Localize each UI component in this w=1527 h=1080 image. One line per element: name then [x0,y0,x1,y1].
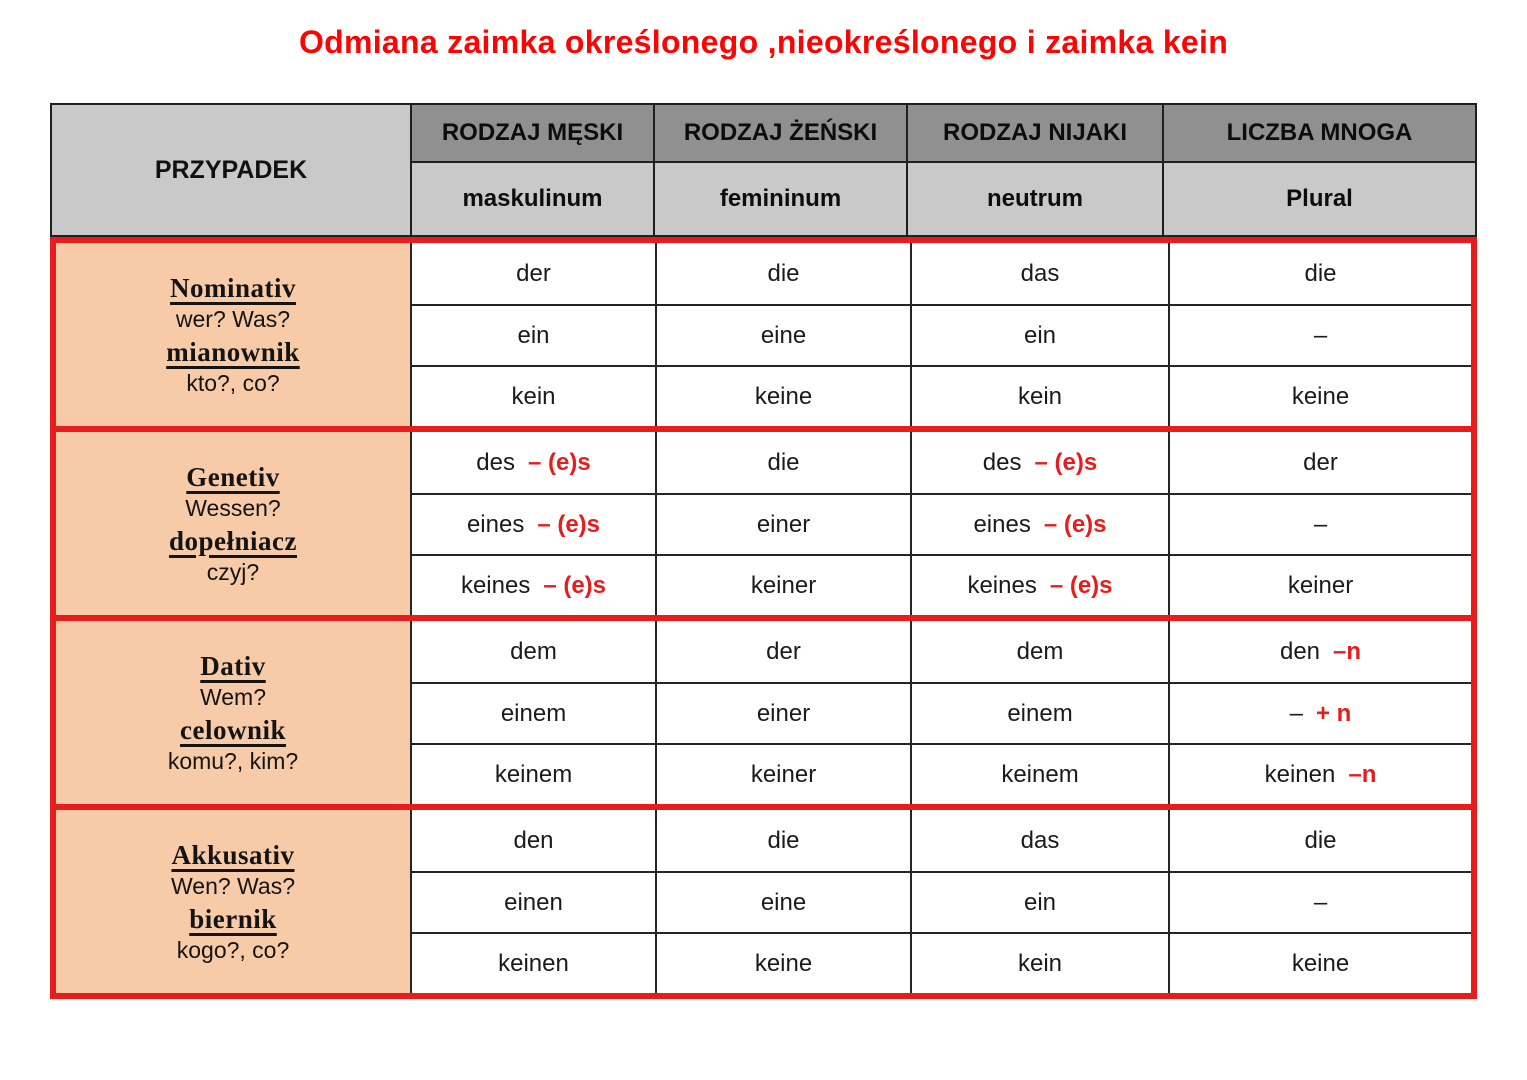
case-cell-akkusativ [56,810,410,993]
case-name-pl: biernik [189,903,277,934]
table-cell: keine [1168,365,1471,426]
group-genetiv [56,432,1471,621]
table-cell: der [1168,432,1471,493]
case-name-de: Genetiv [186,461,280,492]
ending-annotation: – (e)s [528,448,591,476]
table-cell: kein [410,365,655,426]
table-cell: keines – (e)s [410,554,655,615]
header-rodzaj-meski: RODZAJ MĘSKI [412,105,653,163]
case-question-de: wer? Was? [175,306,291,333]
case-cell-nominativ [56,243,410,426]
table-header [50,103,1477,237]
case-question-pl: komu?, kim? [167,748,299,775]
table-cell: keiner [655,554,910,615]
case-question-de: Wem? [199,684,267,711]
table-cell: dem [410,621,655,682]
case-name-de: Akkusativ [171,839,295,870]
table-cell: keiner [1168,554,1471,615]
group-akkusativ [56,810,1471,993]
header-plural: Plural [1164,163,1475,235]
header-rodzaj-nijaki: RODZAJ NIJAKI [908,105,1162,163]
ending-annotation: – (e)s [1034,448,1098,476]
ending-annotation: – (e)s [543,571,607,599]
table-cell: die [655,810,910,871]
table-cell: die [1168,243,1471,304]
group-dativ [56,621,1471,810]
table-cell: das [910,243,1168,304]
header-case-column: PRZYPADEK [52,105,410,235]
table-body [50,237,1477,999]
table-cell: eine [655,871,910,932]
table-cell: ein [910,304,1168,365]
ending-annotation: –n [1333,637,1362,665]
case-question-pl: czyj? [206,559,260,586]
table-cell: keine [1168,932,1471,993]
table-cell: keinem [410,743,655,804]
case-name-de: Nominativ [170,272,296,303]
declension-table [50,103,1477,999]
case-question-de: Wen? Was? [171,873,295,900]
cells-nominativ [410,243,1471,426]
table-cell: den [410,810,655,871]
cells-akkusativ [410,810,1471,993]
table-cell: das [910,810,1168,871]
table-cell: die [1168,810,1471,871]
case-question-pl: kogo?, co? [176,937,290,964]
ending-annotation: + n [1316,699,1352,727]
table-cell: einem [910,682,1168,743]
group-nominativ [56,243,1471,432]
table-cell: die [655,432,910,493]
table-cell: keinem [910,743,1168,804]
table-cell: keinen [410,932,655,993]
table-cell: ein [410,304,655,365]
header-maskulinum: maskulinum [412,163,653,235]
cells-genetiv [410,432,1471,615]
table-cell: keines – (e)s [910,554,1168,615]
ending-annotation: – (e)s [1043,510,1107,538]
case-cell-genetiv [56,432,410,615]
table-cell: dem [910,621,1168,682]
header-femininum: femininum [655,163,906,235]
header-liczba-mnoga: LICZBA MNOGA [1164,105,1475,163]
page-title: Odmiana zaimka określonego ,nieokreślonego i zaimka kein [298,24,1229,60]
header-col-feminine [653,105,906,235]
table-cell: des – (e)s [410,432,655,493]
table-cell: des – (e)s [910,432,1168,493]
case-cell-dativ [56,621,410,804]
ending-annotation: – (e)s [537,510,601,538]
case-question-de: Wessen? [185,495,281,522]
table-cell: eines – (e)s [910,493,1168,554]
header-rodzaj-zenski: RODZAJ ŻEŃSKI [655,105,906,163]
table-cell: den –n [1168,621,1471,682]
table-cell: die [655,243,910,304]
table-cell: – [1168,304,1471,365]
table-cell: einem [410,682,655,743]
table-cell: der [655,621,910,682]
table-cell: einer [655,493,910,554]
table-cell: keinen –n [1168,743,1471,804]
ending-annotation: – (e)s [1049,571,1113,599]
table-cell: kein [910,932,1168,993]
table-cell: einen [410,871,655,932]
table-cell: eine [655,304,910,365]
table-cell: – + n [1168,682,1471,743]
case-name-pl: celownik [179,714,286,745]
table-cell: keine [655,365,910,426]
case-question-pl: kto?, co? [186,370,280,397]
case-name-pl: dopełniacz [168,525,297,556]
table-cell: – [1168,871,1471,932]
case-name-pl: mianownik [166,336,300,367]
table-cell: keine [655,932,910,993]
ending-annotation: –n [1348,760,1377,788]
case-name-de: Dativ [200,650,266,681]
header-col-masculine [410,105,653,235]
table-cell: eines – (e)s [410,493,655,554]
header-neutrum: neutrum [908,163,1162,235]
header-col-plural [1162,105,1475,235]
table-cell: einer [655,682,910,743]
header-col-neuter [906,105,1162,235]
table-cell: der [410,243,655,304]
table-cell: – [1168,493,1471,554]
cells-dativ [410,621,1471,804]
table-cell: ein [910,871,1168,932]
table-cell: keiner [655,743,910,804]
table-cell: kein [910,365,1168,426]
